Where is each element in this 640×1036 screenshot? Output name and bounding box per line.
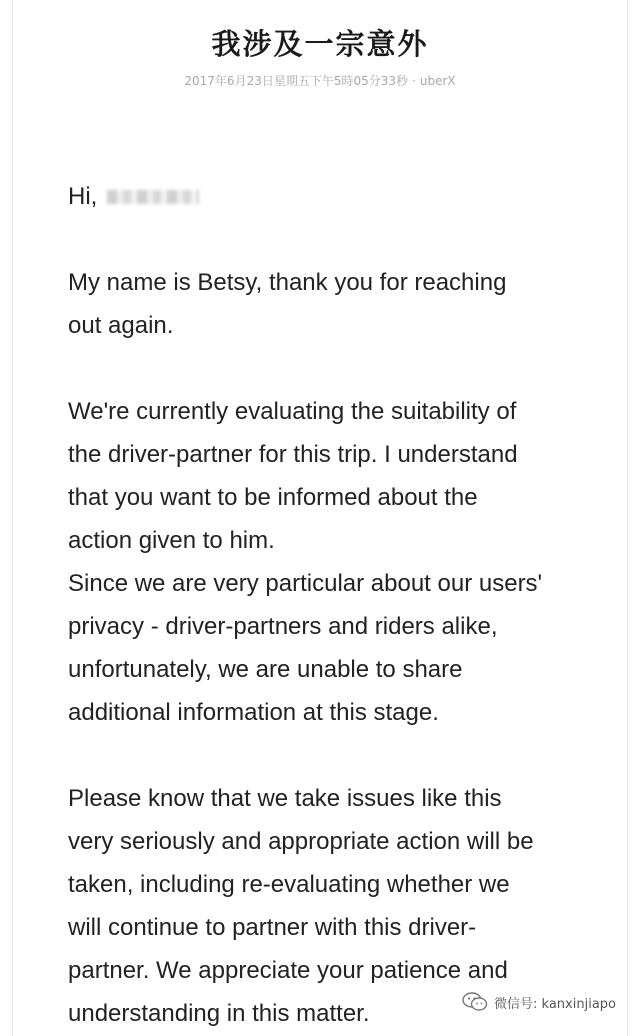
greeting bbox=[68, 175, 588, 218]
paragraph-action: Please know that we take issues like this very seriously and appropriate action will be taken, including re-evaluating whether we will continue to partner with this driver- partner. We appreciate your patience and understanding in this matter. bbox=[68, 785, 534, 1027]
email-card bbox=[12, 0, 628, 1036]
email-date: 2017年6月23日星期五下午5時05分33秒 bbox=[184, 74, 409, 88]
paragraph-intro: My name is Betsy, thank you for reaching out again. bbox=[68, 269, 507, 339]
paragraph-evaluation: We're currently evaluating the suitability of the driver-partner for this trip. I understand that you want to be informed about the action given to him. Since we are very particular about our users' privacy - driver-partners and riders alike, unfortunately, we are unable to share additional information at this stage. bbox=[68, 398, 543, 726]
email-body bbox=[68, 175, 588, 1035]
redacted-name bbox=[107, 190, 199, 204]
wechat-watermark bbox=[462, 992, 616, 1012]
watermark-text: 微信号: kanxinjiapo bbox=[494, 996, 616, 1012]
greeting-text: Hi, bbox=[68, 183, 98, 210]
email-meta bbox=[13, 72, 627, 89]
meta-separator: · bbox=[412, 74, 416, 88]
product-name: uberX bbox=[419, 74, 456, 88]
wechat-icon bbox=[462, 992, 488, 1012]
email-subject: 我涉及一宗意外 bbox=[211, 27, 429, 61]
